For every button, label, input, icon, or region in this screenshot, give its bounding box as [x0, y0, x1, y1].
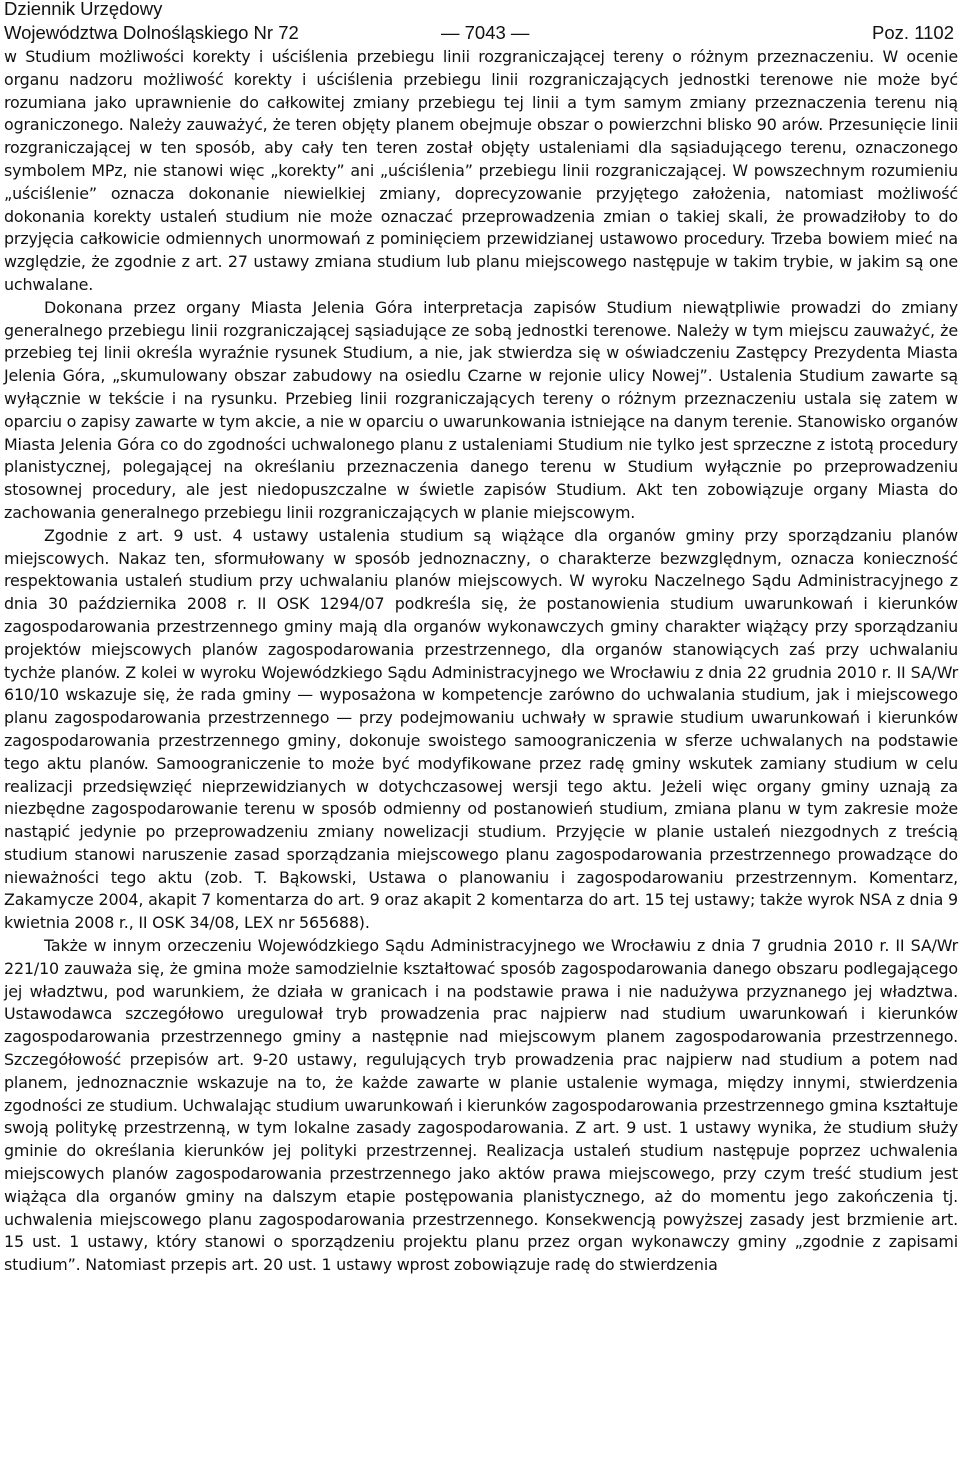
page-number: — 7043 —	[441, 22, 530, 43]
paragraph-1: w Studium możliwości korekty i uściślenia przebiegu linii rozgraniczającej tereny o różnym przeznaczeniu. W ocenie organu nadzoru możliwość korekty i uściślenia przebiegu linii rozgraniczających jednostki terenowe nie może być rozumiana jako uprawnienie do całkowitej zmiany przebiegu tej linii a tym samym zmiany przeznaczenia terenu nią ograniczonego. Należy zauważyć, że teren objęty planem obejmuje obszar o powierzchni blisko 90 arów. Przesunięcie linii rozgraniczającej w ten sposób, aby cały ten teren został objęty ustaleniami dla sąsiadującego terenu, oznaczonego symbolem MPz, nie stanowi więc „korekty” ani „uściślenia” przebiegu linii rozgraniczającej. W powszechnym rozumieniu „uściślenie” oznacza dokonanie niewielkiej zmiany, doprecyzowanie przyjętego założenia, natomiast możliwość dokonania korekty ustaleń studium nie może oznaczać przeprowadzenia zmian o takiej skali, że prowadziłoby to do przyjęcia całkowicie odmiennych unormowań z pominięciem przewidzianej ustawowo procedury. Trzeba bowiem mieć na względzie, że zgodnie z art. 27 ustawy zmiana studium lub planu miejscowego następuje w takim trybie, w jakim są one uchwalane.	[4, 47, 958, 294]
position-number: Poz. 1102	[872, 22, 954, 43]
paragraph-2: Dokonana przez organy Miasta Jelenia Góra interpretacja zapisów Studium niewątpliwie prowadzi do zmiany generalnego przebiegu linii rozgraniczającej sąsiadujące ze sobą jednostki terenowe. Należy w tym miejscu zauważyć, że przebieg tej linii określa wyraźnie rysunek Studium, a nie, jak stwierdza się w oświadczeniu Zastępcy Prezydenta Miasta Jelenia Góra, „skumulowany obszar zabudowy na osiedlu Czarne w rejonie ulicy Nowej”. Ustalenia Studium zawarte są wyłącznie w tekście i na rysunku. Przebieg linii rozgraniczających tereny o różnym przeznaczeniu ustala się zatem w oparciu o zapisy zawarte w tym akcie, a nie w oparciu o uwarunkowania istniejące na danym terenie. Stanowisko organów Miasta Jelenia Góra co do zgodności uchwalonego planu z ustaleniami Studium nie tylko jest sprzeczne z istotą procedury planistycznej, polegającej na określaniu przeznaczenia danego terenu w Studium wyłącznie po przeprowadzeniu stosownej procedury, ale jest niedopuszczalne w świetle zapisów Studium. Akt ten zobowiązuje organy Miasta do zachowania generalnego przebiegu linii rozgraniczających w planie miejscowym.	[4, 297, 958, 522]
journal-title: Dziennik Urzędowy	[4, 0, 163, 19]
page-header	[0, 0, 960, 46]
paragraph-4: Także w innym orzeczeniu Wojewódzkiego Sądu Administracyjnego we Wrocławiu z dnia 7 grudnia 2010 r. II SA/Wr 221/10 zauważa się, że gmina może samodzielnie kształtować sposób zagospodarowania danego obszaru podlegającego jej władztwu, pod warunkiem, że działa w granicach i na podstawie prawa i nie nadużywa przyznanego jej władztwa. Ustawodawca szczegółowo uregulował tryb prowadzenia prac najpierw nad studium uwarunkowań i kierunków zagospodarowania przestrzennego gminy a następnie nad miejscowym planem zagospodarowania przestrzennego. Szczegółowość przepisów art. 9-20 ustawy, regulujących tryb prowadzenia prac najpierw nad studium a potem nad planem, jednoznacznie wskazuje na to, że każde zawarte w planie ustalenie wymaga, między innymi, stwierdzenia zgodności ze studium. Uchwalając studium uwarunkowań i kierunków zagospodarowania przestrzennego gmina kształtuje swoją politykę przestrzenną, w tym lokalne zasady zagospodarowania. Z art. 9 ust. 1 ustawy wynika, że studium służy gminie do określania kierunków jej polityki przestrzennej. Realizacja ustaleń studium następuje poprzez uchwalenia miejscowych planów zagospodarowania przestrzennego jako aktów prawa miejscowego, przy czym treść studium jest wiążąca dla organów gminy na dalszym etapie postępowania planistycznego, aż do momentu jego zakończenia tj. uchwalenia miejscowego planu zagospodarowania przestrzennego. Konsekwencją powyższej zasady jest brzmienie art. 15 ust. 1 ustawy, który stanowi o sporządzeniu projektu planu przez organ wykonawczy gminy „zgodnie z zapisami studium”. Natomiast przepis art. 20 ust. 1 ustawy wprost zobowiązuje radę do stwierdzenia	[4, 936, 958, 1275]
document-body	[4, 46, 958, 1277]
journal-region: Województwa Dolnośląskiego Nr 72	[4, 22, 299, 43]
paragraph-3: Zgodnie z art. 9 ust. 4 ustawy ustalenia studium są wiążące dla organów gminy przy sporządzaniu planów miejscowych. Nakaz ten, sformułowany w sposób jednoznaczny, o charakterze bezwzględnym, oznacza konieczność respektowania ustaleń studium przy uchwalaniu planów miejscowych. W wyroku Naczelnego Sądu Administracyjnego z dnia 30 października 2008 r. II OSK 1294/07 podkreśla się, że postanowienia studium uwarunkowań i kierunków zagospodarowania przestrzennego gminy mają dla organów wykonawczych gminy charakter wiążący przy sporządzaniu projektów miejscowych planów zagospodarowania przestrzennego, dla organów stanowiących zaś przy uchwalaniu tychże planów. Z kolei w wyroku Wojewódzkiego Sądu Administracyjnego we Wrocławiu z dnia 22 grudnia 2010 r. II SA/Wr 610/10 wskazuje się, że rada gminy — wyposażona w kompetencje zarówno do uchwalania studium, jak i miejscowego planu zagospodarowania przestrzennego — przy podejmowaniu uchwały w sprawie studium uwarunkowań i kierunków zagospodarowania przestrzennego gminy, dokonuje swoistego samoograniczenia w sferze uchwalanych na podstawie tego aktu planów. Samoograniczenie to może być modyfikowane przez radę gminy wskutek zamiany studium w celu realizacji przedsięwzięć nieprzewidzianych w dotychczasowej wersji tego aktu. Jeżeli więc organy gminy uznają za niezbędne zagospodarowanie terenu w sposób odmienny od postanowień studium, zmiana planu w tym zakresie może nastąpić jedynie po przeprowadzeniu zmiany nowelizacji studium. Przyjęcie w planie ustaleń niezgodnych z treścią studium stanowi naruszenie zasad sporządzania miejscowego planu zagospodarowania przestrzennego prowadzące do nieważności tego aktu (zob. T. Bąkowski, Ustawa o planowaniu i zagospodarowaniu przestrzennym. Komentarz, Zakamycze 2004, akapit 7 komentarza do art. 9 oraz akapit 2 komentarza do art. 15 tej ustawy; także wyrok NSA z dnia 9 kwietnia 2008 r., II OSK 34/08, LEX nr 565688).	[4, 525, 958, 933]
